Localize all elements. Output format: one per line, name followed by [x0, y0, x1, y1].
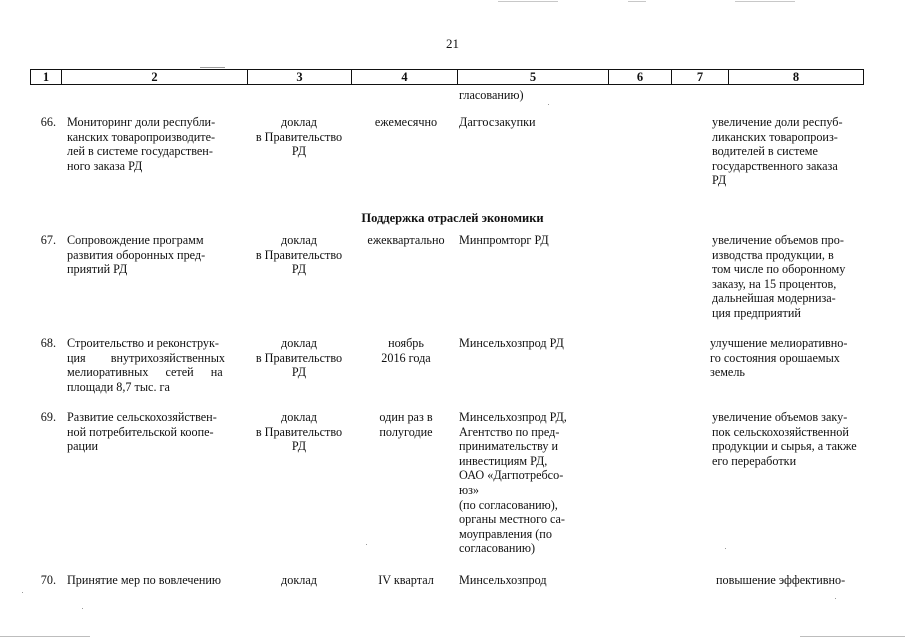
- row-number: 68.: [40, 336, 56, 350]
- responsible: Минсельхозпрод РД: [459, 336, 564, 350]
- continuation-text: гласованию): [459, 88, 524, 102]
- deadline: IV квартал: [378, 573, 434, 587]
- report-form: доклад в Правительство РД: [255, 410, 343, 454]
- table-header-row: [30, 69, 864, 85]
- measure-text: Строительство и реконструк- ция внутрихозяйственных мелиоративных сетей на площади 8,7 тыс. га: [67, 336, 225, 394]
- scan-speck: [835, 598, 836, 599]
- scan-artifact: [498, 1, 558, 2]
- header-col-3: 3: [248, 70, 352, 84]
- expected-result: увеличение доли респуб- ликанских товаропроиз- водителей в системе государственного заказа РД: [712, 115, 843, 188]
- row-number: 69.: [40, 410, 56, 424]
- scan-speck: [725, 548, 726, 549]
- row-number: 70.: [40, 573, 56, 587]
- scan-speck: [22, 592, 23, 593]
- header-col-1: 1: [31, 70, 62, 84]
- scan-speck: [548, 104, 549, 105]
- header-col-2: 2: [62, 70, 248, 84]
- measure-text: Мониторинг доли республи- канских товаропроизводите- лей в системе государствен- ного заказа РД: [67, 115, 216, 173]
- responsible: Даггосзакупки: [459, 115, 536, 129]
- expected-result: увеличение объемов заку- пок сельскохозяйственной продукции и сырья, а также его переработки: [712, 410, 857, 468]
- measure-text: Развитие сельскохозяйствен- ной потребительской коопе- рации: [67, 410, 217, 454]
- header-col-7: 7: [672, 70, 729, 84]
- expected-result: повышение эффективно-: [716, 573, 846, 587]
- report-form: доклад: [281, 573, 317, 587]
- responsible: Минсельхозпрод РД, Агентство по пред- принимательству и инвестициям РД, ОАО «Дагпотребсо- юз» (по согласованию), органы местного са- моуправления (по согласованию): [459, 410, 567, 556]
- deadline: ежемесячно: [374, 115, 438, 129]
- row-number: 67.: [40, 233, 56, 247]
- scan-speck: [82, 608, 83, 609]
- measure-text: Принятие мер по вовлечению: [67, 573, 222, 587]
- expected-result: увеличение объемов про- изводства продукции, в том числе по оборонному заказу, на 15 процентов, дальнейшая модерниза- ция предприятий: [712, 233, 846, 320]
- deadline: ноябрь 2016 года: [381, 336, 431, 365]
- header-col-6: 6: [609, 70, 672, 84]
- report-form: доклад в Правительство РД: [255, 336, 343, 380]
- header-col-5: 5: [458, 70, 609, 84]
- scan-artifact: [628, 1, 646, 2]
- header-col-8: 8: [792, 70, 800, 84]
- deadline: ежеквартально: [367, 233, 445, 247]
- report-form: доклад в Правительство РД: [255, 233, 343, 277]
- scan-artifact: [800, 636, 905, 637]
- scan-artifact: [0, 636, 90, 637]
- scan-artifact: [735, 1, 795, 2]
- page-number: 21: [446, 36, 459, 51]
- report-form: доклад в Правительство РД: [255, 115, 343, 159]
- section-title: Поддержка отраслей экономики: [361, 211, 544, 225]
- deadline: один раз в полугодие: [379, 410, 433, 439]
- scan-artifact: [200, 67, 225, 68]
- row-number: 66.: [40, 115, 56, 129]
- responsible: Минпромторг РД: [459, 233, 549, 247]
- scan-speck: [366, 544, 367, 545]
- measure-text: Сопровождение программ развития оборонных пред- приятий РД: [67, 233, 206, 277]
- expected-result: улучшение мелиоративно- го состояния орошаемых земель: [710, 336, 848, 380]
- header-col-4: 4: [352, 70, 458, 84]
- responsible: Минсельхозпрод: [459, 573, 547, 587]
